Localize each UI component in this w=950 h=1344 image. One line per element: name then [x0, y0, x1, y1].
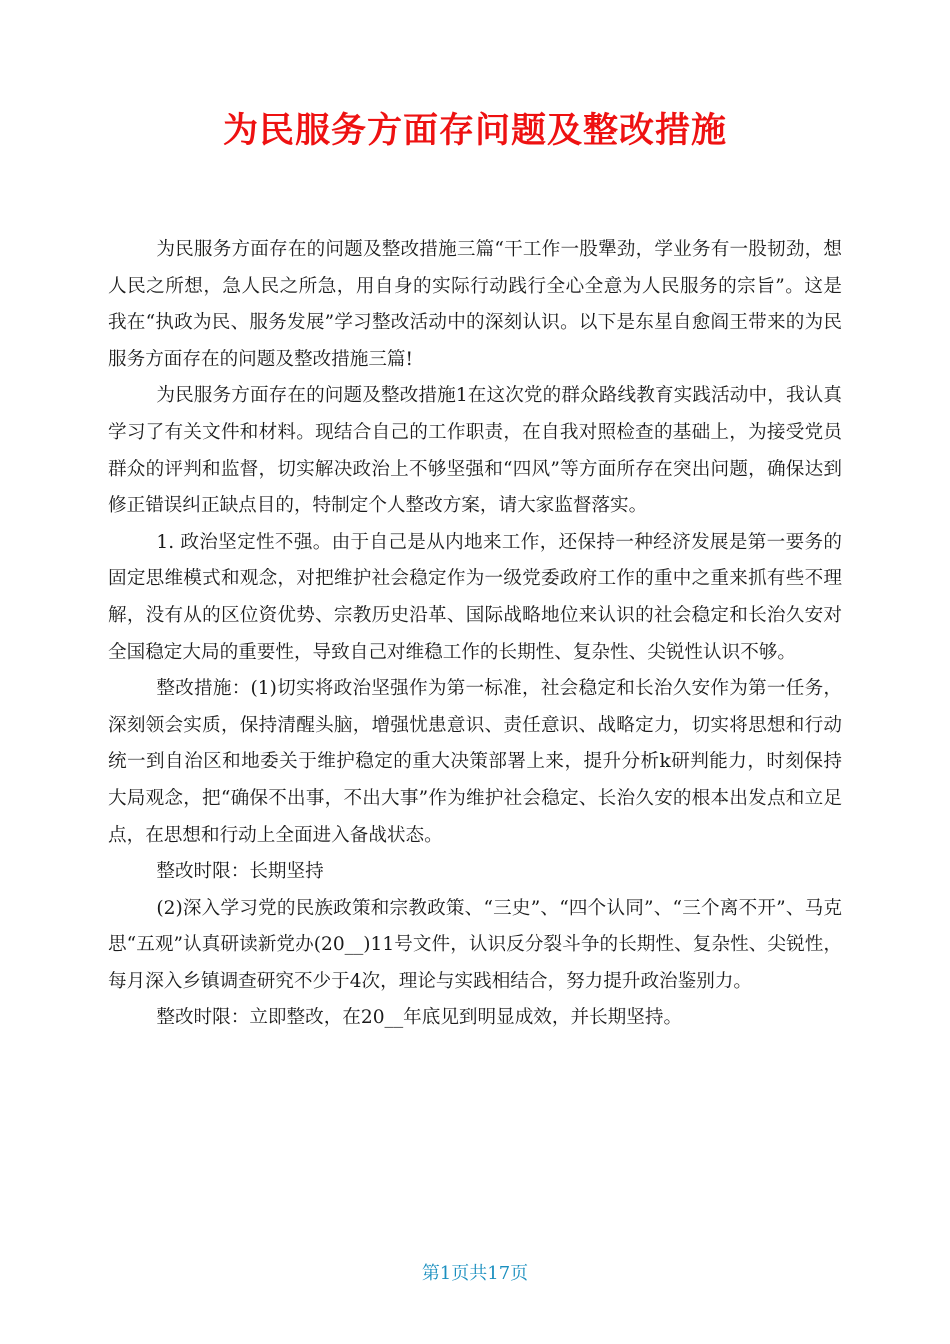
paragraph-deadline-1: 整改时限：长期坚持 [156, 861, 324, 883]
document-title: 为民服务方面存问题及整改措施 [222, 111, 727, 151]
paragraph-rectification-2: (2)深入学习党的民族政策和宗教政策、“三史”、“四个认同”、“三个离不开”、马克思“五观”认真研读新党办(20__)11号文件，认识反分裂斗争的长期性、复杂性、尖锐性，每月深入乡镇调查研究不少于4次，理论与实践相结合，努力提升政治鉴别力。 [108, 897, 842, 992]
paragraph-intro: 为民服务方面存在的问题及整改措施三篇“干工作一股犟劲，学业务有一股韧劲，想人民之所想，急人民之所急，用自身的实际行动践行全心全意为人民服务的宗旨”。这是我在“执政为民、服务发展”学习整改活动中的深刻认识。以下是东星自愈阎王带来的为民服务方面存在的问题及整改措施三篇! [108, 239, 842, 370]
paragraph-issue-1: 1. 政治坚定性不强。由于自己是从内地来工作，还保持一种经济发展是第一要务的固定思维模式和观念，对把维护社会稳定作为一级党委政府工作的重中之重来抓有些不理解，没有从的区位资优势、宗教历史沿革、国际战略地位来认识的社会稳定和长治久安对全国稳定大局的重要性，导致自己对维稳工作的长期性、复杂性、尖锐性认识不够。 [108, 531, 842, 663]
paragraph-measures-1: 为民服务方面存在的问题及整改措施1在这次党的群众路线教育实践活动中，我认真学习了有关文件和材料。现结合自己的工作职责，在自我对照检查的基础上，为接受党员群众的评判和监督，切实解决政治上不够坚强和“四风”等方面所存在突出问题，确保达到修正错误纠正缺点目的，特制定个人整改方案，请大家监督落实。 [108, 385, 842, 517]
paragraph-deadline-2: 整改时限：立即整改，在20__年底见到明显成效，并长期坚持。 [156, 1007, 683, 1029]
document-body [108, 232, 842, 1037]
paragraph-rectification-1: 整改措施：(1)切实将政治坚强作为第一标准，社会稳定和长治久安作为第一任务，深刻领会实质，保持清醒头脑，增强忧患意识、责任意识、战略定力，切实将思想和行动统一到自治区和地委关于维护稳定的重大决策部署上来，提升分析k研判能力，时刻保持大局观念，把“确保不出事，不出大事”作为维护社会稳定、长治久安的根本出发点和立足点，在思想和行动上全面进入备战状态。 [108, 678, 842, 846]
page-number-footer: 第1页共17页 [421, 1263, 529, 1284]
